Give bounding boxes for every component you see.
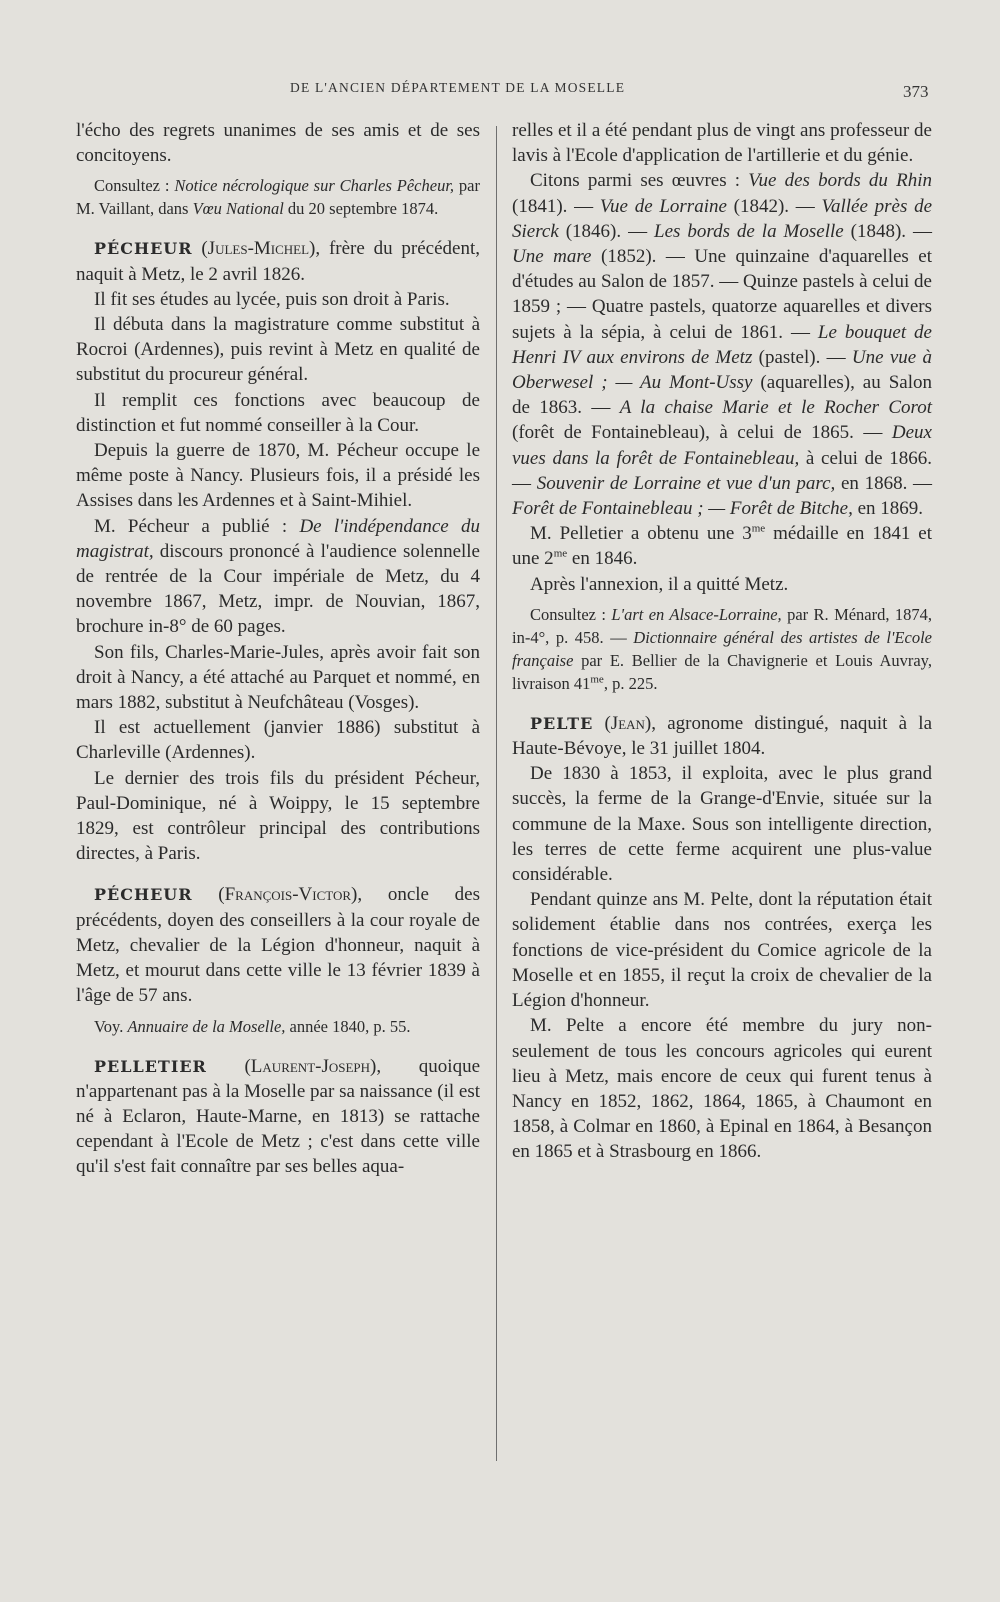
superscript: me: [590, 673, 604, 686]
superscript: me: [751, 522, 766, 535]
entry-pelte: [512, 711, 932, 761]
column-divider: [496, 126, 497, 1461]
entry-pelletier: [76, 1054, 480, 1180]
work-title: Les bords de la Moselle: [654, 220, 844, 242]
paragraph: Il débuta dans la magistrature comme substitut à Rocroi (Ardennes), puis revint à Metz en qualité de substitut du procureur général.: [76, 314, 480, 386]
entry-name: PÉCHEUR: [94, 885, 193, 905]
paragraph: Depuis la guerre de 1870, M. Pécheur occupe le même poste à Nancy. Plusieurs fois, il a présidé les Assises dans les Ardennes et à Saint-Mihiel.: [76, 440, 480, 512]
ref-title: L'art en Alsace-Lorraine,: [611, 604, 782, 624]
text: discours prononcé à l'audience solennelle de rentrée de la Cour impériale de Metz, du 4 novembre 1867, Metz, impr. de Nouvian, 1867, brochure in-8° de 60 pages.: [76, 540, 480, 638]
text: (1841). —: [512, 195, 600, 217]
entry-text: , agronome distingué, naquit à la Haute-Bévoye, le 31 juillet 1804.: [512, 712, 932, 760]
text: en 1868. —: [835, 472, 933, 494]
entry-pecheur-francois-victor: [76, 882, 480, 1008]
work-title: A la chaise Marie et le Rocher Corot: [619, 397, 932, 419]
ref-text: par M. Vaillant, dans: [76, 176, 481, 219]
entry-given-names: (François-Victor): [218, 884, 358, 906]
ref-text: par E. Bellier de la Chavignerie et Louis Auvray, livraison 41: [512, 650, 932, 693]
text: (pastel). —: [752, 346, 852, 368]
ref-text: par R. Ménard, 1874, in-4°, p. 458. —: [512, 604, 933, 647]
ref-title: Vœu National: [192, 199, 284, 219]
paragraph: [512, 521, 932, 571]
page-number: 373: [903, 82, 929, 101]
text: (1842). —: [726, 195, 822, 217]
text: (aquarelles), au Salon de 1863. —: [512, 372, 932, 419]
paragraph: Pendant quinze ans M. Pelte, dont la réputation était solidement établie dans nos contrées, exerça les fonctions de vice-président du Comice agricole de la Moselle et en 1855, il reçut la croix de chevalier de la Légion d'honneur.: [512, 889, 932, 1012]
paragraph: Il remplit ces fonctions avec beaucoup de distinction et fut nommé conseiller à la Cour.: [76, 389, 480, 436]
ref-title: Notice nécrologique sur Charles Pêcheur,: [174, 176, 455, 196]
entry-name: PELTE: [530, 713, 594, 733]
ref-text: , p. 225.: [603, 673, 658, 693]
text: en 1846.: [567, 548, 638, 570]
paragraph: Il fit ses études au lycée, puis son droit à Paris.: [94, 288, 450, 310]
work-title: De l'indépendance du magistrat,: [76, 515, 480, 562]
work-title: Vue des bords du Rhin: [748, 170, 932, 192]
paragraph: Le dernier des trois fils du président Pécheur, Paul-Dominique, né à Woippy, le 15 septembre 1829, est contrôleur principal des contributions directes, à Paris.: [76, 767, 480, 865]
text: médaille en 1841 et une 2: [512, 523, 933, 570]
text: (1848). —: [843, 220, 932, 242]
right-column: [512, 118, 932, 1165]
text: M. Pelletier a obtenu une 3: [530, 523, 752, 545]
text: M. Pécheur a publié :: [94, 515, 300, 537]
paragraph: relles et il a été pendant plus de vingt ans professeur de lavis à l'Ecole d'application de l'artillerie et du génie.: [512, 120, 932, 167]
work-title: Une mare: [512, 246, 592, 268]
reference-note: [512, 603, 932, 695]
ref-text: Consultez :: [530, 604, 612, 624]
entry-given-names: (Jules-Michel): [201, 238, 316, 260]
entry-name: PELLETIER: [94, 1056, 207, 1076]
work-title: Vue de Lorraine: [599, 195, 727, 217]
ref-text: Voy.: [94, 1016, 128, 1036]
text: (1852). — Une quinzaine d'aquarelles et d'études au Salon de 1857. — Quinze pastels à celui de 1859 ; — Quatre pastels, quatorze aquarelles et divers sujets à la sépia, à celui de 1861. —: [512, 246, 933, 343]
reference-note: [76, 174, 480, 220]
entry-name: PÉCHEUR: [94, 239, 193, 259]
ref-text: Consultez :: [94, 176, 175, 196]
work-title: Forêt de Fontainebleau ; — Forêt de Bitche,: [512, 498, 853, 520]
work-title: Vallée près de Sierck: [512, 195, 932, 242]
text: en 1869.: [852, 498, 924, 520]
paragraph: [76, 514, 480, 640]
ref-title: Annuaire de la Moselle,: [127, 1016, 286, 1036]
ref-text: du 20 septembre 1874.: [283, 199, 439, 219]
entry-text: , oncle des précédents, doyen des conseillers à la cour royale de Metz, chevalier de la Légion d'honneur, naquit à Metz, et mourut dans cette ville le 13 février 1839 à l'âge de 57 ans.: [76, 884, 480, 1007]
running-title: DE L'ANCIEN DÉPARTEMENT DE LA MOSELLE: [290, 80, 626, 95]
text: Citons parmi ses œuvres :: [530, 170, 749, 192]
text: (1846). —: [558, 220, 655, 242]
superscript: me: [553, 548, 568, 561]
work-title: Le bouquet de Henri IV aux environs de Metz: [512, 321, 932, 368]
left-column: [76, 118, 480, 1180]
entry-given-names: (Jean): [604, 712, 652, 734]
entry-pecheur-jules-michel: [76, 236, 480, 286]
works-list: [512, 168, 932, 521]
ref-text: année 1840, p. 55.: [285, 1016, 411, 1036]
paragraph: Son fils, Charles-Marie-Jules, après avoir fait son droit à Nancy, a été attaché au Parquet et nommé, en mars 1882, substitut à Neufchâteau (Vosges).: [76, 641, 480, 714]
paragraph: M. Pelte a encore été membre du jury non-seulement de tous les concours agricoles qui eurent lieu à Metz, mais encore de ceux qui furent tenus à Nancy en 1852, 1862, 1864, 1865, à Chaumont en 1858, à Colmar en 1860, à Epinal en 1864, à Besançon en 1865 et à Strasbourg en 1866.: [512, 1015, 932, 1163]
text: à celui de 1866. —: [512, 447, 933, 494]
entry-given-names: (Laurent-Joseph): [244, 1055, 377, 1077]
work-title: Souvenir de Lorraine et vue d'un parc,: [536, 472, 836, 494]
entry-text: , quoique n'appartenant pas à la Moselle par sa naissance (il est né à Eclaron, Haute-Marne, en 1813) se rattache cependant à l'Ecole de Metz ; c'est dans cette ville qu'il s'est fait connaître par ses belles aqua-: [76, 1055, 481, 1178]
text: (forêt de Fontainebleau), à celui de 1865. —: [512, 422, 892, 444]
paragraph: l'écho des regrets unanimes de ses amis et de ses concitoyens.: [76, 120, 480, 167]
reference-note: [76, 1015, 480, 1038]
ref-title: Dictionnaire général des artistes de l'Ecole française: [512, 627, 932, 670]
paragraph: Il est actuellement (janvier 1886) substitut à Charleville (Ardennes).: [76, 717, 480, 764]
paragraph: Après l'annexion, il a quitté Metz.: [530, 573, 789, 595]
work-title: Une vue à Oberwesel ; — Au Mont-Ussy: [512, 346, 932, 394]
work-title: Deux vues dans la forêt de Fontainebleau,: [512, 422, 932, 469]
entry-text: , frère du précédent, naquit à Metz, le 2 avril 1826.: [76, 238, 481, 285]
paragraph: De 1830 à 1853, il exploita, avec le plus grand succès, la ferme de la Grange-d'Envie, située sur la commune de la Maxe. Sous son intelligente direction, les terres de cette ferme acquirent une plus-value considérable.: [512, 763, 932, 886]
